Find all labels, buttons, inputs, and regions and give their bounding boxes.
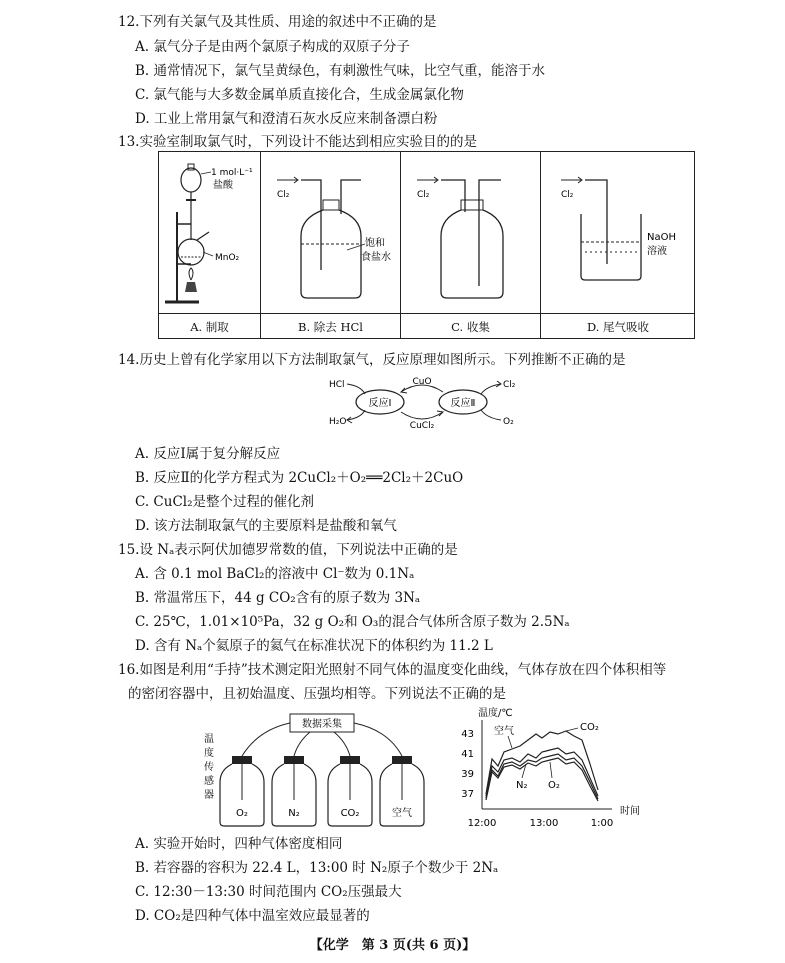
cuo-label: CuO: [412, 377, 432, 387]
caption-a: A. 制取: [159, 313, 261, 339]
q16-option-a: A. 实验开始时，四种气体密度相同: [135, 836, 343, 852]
q13-stem: 13.实验室制取氯气时，下列设计不能达到相应实验目的的是: [118, 134, 477, 150]
bottle-gas-label: 空气: [392, 808, 412, 819]
q15-stem: 15.设 Nₐ表示阿伏加德罗常数的值，下列说法中正确的是: [118, 542, 458, 558]
sensor-char-3: 传: [204, 762, 214, 773]
xtick-1200: 12:00: [467, 818, 497, 829]
data-collector-label: 数据采集: [302, 719, 342, 730]
cl2-label-b: Cl₂: [277, 190, 290, 200]
q14-stem: 14.历史上曾有化学家用以下方法制取氯气，反应原理如图所示。下列推断不正确的是: [118, 352, 626, 368]
q14-cycle-diagram: [325, 372, 525, 432]
q12-option-c: C. 氯气能与大多数金属单质直接化合，生成金属氯化物: [135, 87, 464, 103]
tail-gas-beaker-image: [541, 152, 694, 312]
q16-option-d: D. CO₂是四种气体中温室效应最显著的: [135, 908, 370, 924]
ytick-41: 41: [461, 749, 474, 760]
bottle-gas-label: N₂: [288, 808, 300, 819]
ytick-37: 37: [461, 789, 474, 800]
caption-c: C. 收集: [401, 313, 541, 339]
sealed-bottle-3: [328, 756, 372, 826]
q12-option-a: A. 氯气分子是由两个氯原子构成的双原子分子: [135, 39, 410, 55]
series-n2: [486, 754, 598, 799]
q16-option-c: C. 12:30－13:30 时间范围内 CO₂压强最大: [135, 884, 402, 900]
q13-cell-d: [541, 152, 696, 313]
label-n2: N₂: [516, 780, 528, 791]
o2-input-label: O₂: [503, 417, 514, 427]
chart-ylabel: 温度/℃: [478, 708, 513, 719]
q15-option-d: D. 含有 Nₐ个氦原子的氦气在标准状况下的体积约为 11.2 L: [135, 638, 493, 654]
q15-option-c: C. 25℃，1.01×10⁵Pa，32 g O₂和 O₃的混合气体所含原子数为 2.5Nₐ: [135, 614, 570, 630]
q14-option-d: D. 该方法制取氯气的主要原料是盐酸和氧气: [135, 518, 397, 534]
q12-option-b: B. 通常情况下，氯气呈黄绿色，有刺激性气味，比空气重，能溶于水: [135, 63, 546, 79]
caption-b: B. 除去 HCl: [261, 313, 401, 339]
generator-apparatus-image: [159, 152, 259, 312]
q16-stem-line1: 16.如图是利用“手持”技术测定阳光照射不同气体的温度变化曲线，气体存放在四个体积相等: [118, 662, 667, 678]
ytick-43: 43: [461, 729, 474, 740]
hcl-concentration-label: 1 mol·L⁻¹: [211, 168, 253, 178]
q16-apparatus-diagram: [198, 712, 428, 830]
sensor-char-2: 度: [204, 748, 214, 759]
q15-option-b: B. 常温常压下，44 g CO₂含有的原子数为 3Nₐ: [135, 590, 421, 606]
q12-option-d: D. 工业上常用氯气和澄清石灰水反应来制备漂白粉: [135, 111, 438, 127]
cl2-output-label: Cl₂: [503, 380, 516, 390]
caption-d: D. 尾气吸收: [541, 313, 695, 339]
cl2-label-d: Cl₂: [561, 190, 574, 200]
naoh-label: NaOH: [647, 232, 676, 243]
chart-xlabel: 时间: [620, 806, 640, 817]
q14-option-b: B. 反应Ⅱ的化学方程式为 2CuCl₂＋O₂══2Cl₂＋2CuO: [135, 470, 464, 486]
collection-bottle-image: [401, 152, 539, 312]
xtick-100: 1:00: [590, 818, 614, 829]
cucl2-label: CuCl₂: [409, 421, 435, 431]
ytick-39: 39: [461, 769, 474, 780]
label-o2: O₂: [548, 780, 560, 791]
q13-cell-a: [159, 152, 261, 313]
wash-bottle-image: [261, 152, 399, 312]
q13-cell-b: [261, 152, 401, 313]
mno2-label: MnO₂: [215, 253, 240, 263]
hcl-input-label: HCl: [329, 380, 345, 390]
q14-option-a: A. 反应Ⅰ属于复分解反应: [135, 446, 281, 462]
sensor-char-4: 感: [204, 776, 214, 787]
saturated-label: 饱和: [365, 238, 385, 249]
page-footer: 【化学 第 3 页(共 6 页)】: [309, 938, 476, 953]
solution-label: 溶液: [647, 246, 667, 257]
hcl-label: 盐酸: [213, 180, 233, 191]
label-co2: CO₂: [580, 722, 599, 733]
sensor-char-1: 温: [204, 734, 214, 745]
sealed-bottle-2: [272, 756, 316, 826]
sealed-bottle-4: [380, 756, 424, 826]
q16-temperature-chart: [442, 704, 652, 834]
reaction-2-label: 反应Ⅱ: [450, 398, 476, 409]
cl2-label-c: Cl₂: [417, 190, 430, 200]
q13-apparatus-table: [158, 151, 695, 339]
h2o-output-label: H₂O: [329, 417, 347, 427]
q12-stem: 12.下列有关氯气及其性质、用途的叙述中不正确的是: [118, 14, 437, 30]
bottle-gas-label: CO₂: [340, 808, 360, 819]
sensor-char-5: 器: [204, 790, 214, 801]
q15-option-a: A. 含 0.1 mol BaCl₂的溶液中 Cl⁻数为 0.1Nₐ: [135, 566, 415, 582]
q13-cell-c: [401, 152, 541, 313]
label-air: 空气: [494, 726, 514, 737]
bottle-gas-label: O₂: [236, 808, 248, 819]
sealed-bottle-1: [220, 756, 264, 826]
q14-option-c: C. CuCl₂是整个过程的催化剂: [135, 494, 315, 510]
q16-stem-line2: 的密闭容器中，且初始温度、压强均相等。下列说法不正确的是: [128, 686, 506, 702]
brine-label: 食盐水: [361, 252, 391, 263]
q16-option-b: B. 若容器的容积为 22.4 L，13:00 时 N₂原子个数少于 2Nₐ: [135, 860, 499, 876]
reaction-1-label: 反应Ⅰ: [368, 398, 392, 409]
xtick-1300: 13:00: [529, 818, 559, 829]
